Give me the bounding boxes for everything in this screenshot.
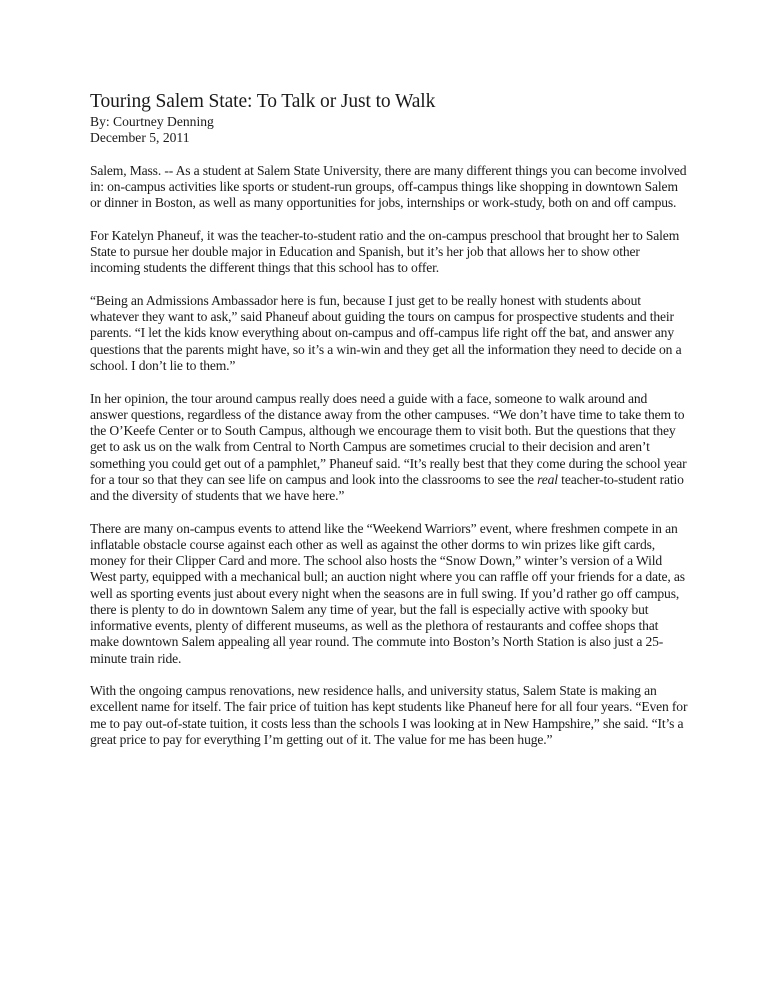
article-title: Touring Salem State: To Talk or Just to Walk bbox=[90, 91, 436, 112]
article-paragraph-6: With the ongoing campus renovations, new residence halls, and university status, Salem State is making an excellent name for itself. The fair price of tuition has kept students like Phaneuf here for all four years. “Even for me to pay out-of-state tuition, it costs less than the schools I was looking at in New Hampshire,” she said. “It’s a great price to pay for everything I’m getting out of it. The value for me has been huge.” bbox=[90, 683, 688, 747]
article-date: December 5, 2011 bbox=[90, 130, 190, 146]
paragraph-4-text-end: teacher-to-student ratio and the diversity of students that we have here.” bbox=[90, 471, 684, 504]
paragraph-4-text-start: In her opinion, the tour around campus really does need a guide with a face, someone to walk around and answer questions, regardless of the distance away from the other campuses. “We don’t have time to take them to the O’Keefe Center or to South Campus, although we encourage them to visit both. But the questions that they get to ask us on the walk from Central to North Campus are sometimes crucial to their decision and aren’t something you could get out of a pamphlet,” Phaneuf said. “It’s really best that they come during the school year for a tour so that they can see life on campus and look into the classrooms to see the bbox=[90, 390, 687, 487]
article-paragraph-2: For Katelyn Phaneuf, it was the teacher-to-student ratio and the on-campus preschool that brought her to Salem State to pursue her double major in Education and Spanish, but it’s her job that allows her to show other incoming students the different things that this school has to offer. bbox=[90, 227, 680, 276]
paragraph-4-emphasis: real bbox=[537, 471, 558, 487]
article-paragraph-5: There are many on-campus events to attend like the “Weekend Warriors” event, where freshmen compete in an inflatable obstacle course against each other as well as against the other dorms to win prizes like gift cards, money for their Clipper Card and more. The school also hosts the “Snow Down,” winter’s version of a Wild West party, equipped with a mechanical bull; an auction night where you can raffle off your friends for a date, as well as sporting events just about every night when the seasons are in full swing. If you’d rather go off campus, there is plenty to do in downtown Salem any time of year, but the fall is especially active with spooky but informative events, plenty of different museums, as well as the plethora of restaurants and coffee shops that make downtown Salem appealing all year round. The commute into Boston’s North Station is also just a 25-minute train ride. bbox=[90, 520, 685, 666]
document-page bbox=[90, 90, 688, 748]
article-byline: By: Courtney Denning bbox=[90, 114, 214, 129]
article-paragraph-4 bbox=[90, 391, 688, 505]
article-paragraph-3: “Being an Admissions Ambassador here is fun, because I just get to be really honest with students about whatever they want to ask,” said Phaneuf about guiding the tours on campus for prospective students and their parents. “I let the kids know everything about on-campus and off-campus life right off the bat, and answer any questions that the parents might have, so it’s a win-win and they get all the information they need to decide on a school. I don’t lie to them.” bbox=[90, 292, 682, 373]
article-paragraph-1: Salem, Mass. -- As a student at Salem State University, there are many different things you can become involved in: on-campus activities like sports or student-run groups, off-campus things like shopping in downtown Salem or dinner in Boston, as well as many opportunities for jobs, internships or work-study, both on and off campus. bbox=[90, 162, 687, 211]
